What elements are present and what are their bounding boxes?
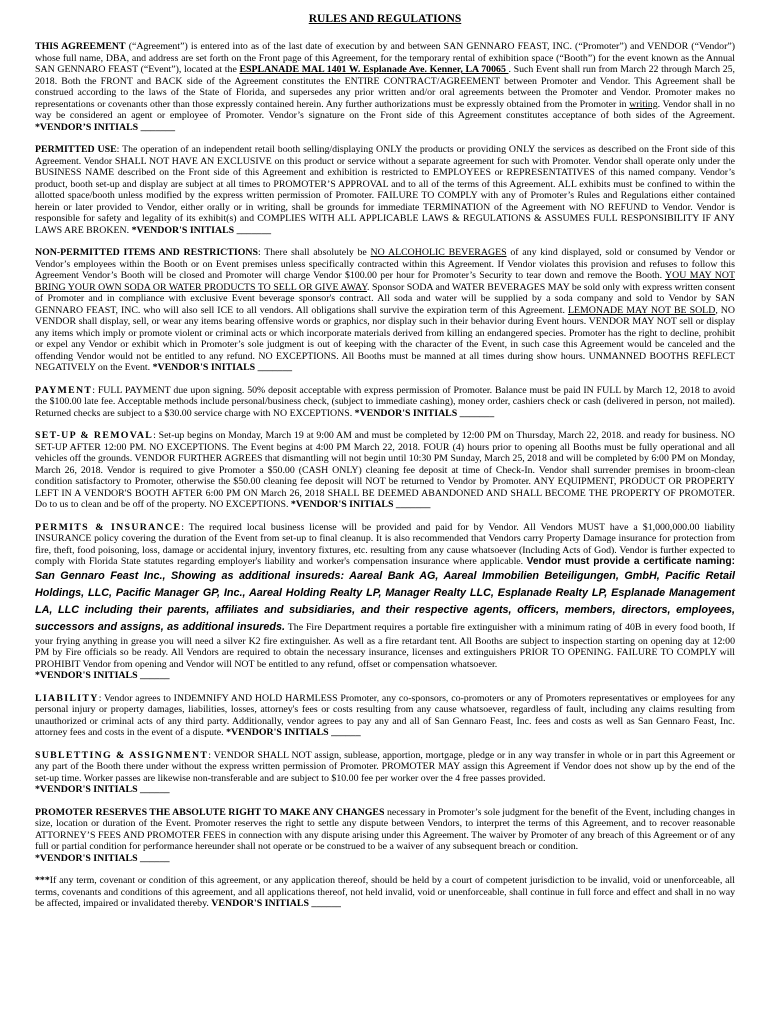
section-text: The Fire Department requires a portable fire extinguisher with a minimum rating of 40B in every food booth, If your frying anything in grease you will need a silver K2 fire extinguisher. As well as a fire retardant tent. All Booths are subject to inspection starting on opening day at 12:00 PM by Fire officials so be ready. All Vendors are required to obtain the necessary insurance, licenses and extinguishers PRIOR TO OPENING. FAILURE TO COMPLY will PROHIBIT Vendor from opening and Vendor will NOT be entitled to any refund, offset or compensation whatsoever.	[35, 621, 735, 670]
section-heading: THIS AGREEMENT	[35, 41, 126, 52]
section-setup-removal	[35, 430, 735, 511]
section-heading: SUBLETTING & ASSIGNMENT	[35, 749, 209, 761]
vendor-initials[interactable]: *VENDOR'S INITIALS ______	[35, 784, 170, 795]
vendor-initials[interactable]: *VENDOR'S INITIALS ______	[35, 852, 170, 864]
section-permitted-use	[35, 144, 735, 236]
section-text: If any term, covenant or condition of this agreement, or any application thereof, should be held by a court of competent jurisdiction to be invalid, void or unenforceable, all terms, covenants and conditions of this agreement, and all applications thereof, not held invalid, void or unenforceable, shall continue in full force and effect and shall in no way be affected, impaired or invalidated thereby.	[35, 875, 735, 909]
vendor-initials[interactable]: *VENDOR'S INITIALS _______	[131, 224, 272, 236]
section-heading: PERMITTED USE	[35, 144, 117, 155]
vendor-initials[interactable]: *VENDOR'S INITIALS _______	[354, 407, 495, 419]
document-title: RULES AND REGULATIONS	[308, 13, 462, 25]
section-text: of any kind displayed, sold or consumed by Vendor or Vendor’s employees within the Booth or on Event premises unless specifically contracted within this Agreement. If Vendor violates this provision and refuses to follow this Agreement Vendor’s Booth will be closed and Promoter will charge Vendor $100.00 per hour for Promoter’s Security to tear down and remove the Booth.	[35, 247, 735, 281]
section-text: . Sponsor SODA and WATER BEVERAGES MAY be sold only with express written consent of Promoter and in compliance with exclusive Event beverage sponsor's contract. All soda and water will be supplied by a soda company and sold to Vendor by SAN GENNARO FEAST, INC. who will also sell ICE to all vendors. All obligations shall survive the expiration term of this Agreement.	[35, 281, 735, 316]
no-lemonade-clause: LEMONADE MAY NOT BE SOLD	[567, 304, 716, 316]
section-permits-insurance	[35, 522, 735, 682]
section-heading: PERMITS & INSURANCE	[35, 521, 182, 533]
section-promoter-changes	[35, 807, 735, 865]
section-non-permitted	[35, 247, 735, 374]
writing-word: writing	[629, 98, 658, 110]
section-text: : Set-up begins on Monday, March 19 at 9:00 AM and must be completed by 12:00 PM on Thursday, March 22, 2018. and ready for business. NO SET-UP AFTER 12:00 PM. NO EXCEPTIONS. The Event begins at 4:00 PM March 22, 2018. FOUR (4) hours prior to opening all Booths must be fully operational and all vehicles off the grounds. VENDOR FURTHER AGREES that dismantling will not begin until 10:30 PM Sunday, March 25, 2018 and will be completed by 6:00 PM on Monday, March 26, 2018. Vendor is required to give Promoter a $50.00 (CASH ONLY) cleaning fee deposit at time of Check-In. Vendor shall surrender premises in broom-clean condition satisfactory to Promoter, otherwise the $50.00 cleaning fee deposit will NOT be returned to Vendor by Promoter. ANY EQUIPMENT, PRODUCT OR PROPERTY LEFT IN A VENDOR'S BOOTH AFTER 6:00 PM ON March 26, 2018 SHALL BE DEEMED ABANDONED AND SHALL BECOME THE PROPERTY OF PROMOTER. Do to us to clean and be off of the property. NO EXCEPTIONS.	[35, 430, 735, 510]
section-text: . Such Event shall run from March 22 through March 25, 2018. Both the FRONT and BACK side of the Agreement constitutes the ENTIRE CONTRACT/AGREEMENT between Promoter and Vendor. This Agreement shall be construed according to the laws of the State of Florida, and supersedes any prior written and/or oral agreements between the Promoter and Vendor. Promoter makes no representations or covenants other than those expressly contained herein. Any further authorizations must be expressly obtained from the Promoter in	[35, 64, 735, 110]
section-text: : The required local business license will be provided and paid for by Vendor. All Vendors MUST have a $1,000,000.00 liability INSURANCE policy covering the duration of the Event from set-up to final cleanup. It is also recommended that Vendors carry Property Damage insurance for protection from fire, theft, food poisoning, loss, damage or accidental injury, inventory fixtures, etc. resulting from any cause whatsoever (Including Acts of God). Vendor is further expected to comply with Florida State statutes regarding employer's liability and worker's compensation insurance where applicable.	[35, 521, 735, 567]
section-text: necessary in Promoter’s sole judgment for the benefit of the Event, including changes in size, location or duration of the Event. Promoter reserves the right to settle any dispute between Vendors, to interpret the terms of this Agreement, and to recover reasonable ATTORNEY’S FEES AND PROMOTER FEES in connection with any dispute arising under this Agreement. The waiver by Promoter of any breach of this Agreement or of any full or partial condition for performance hereunder shall not operate or be construed to be a waiver of any subsequent breach or condition.	[35, 806, 735, 852]
severability-marker: ***	[35, 875, 50, 886]
vendor-initials[interactable]: VENDOR'S INITIALS ______	[211, 898, 341, 909]
section-text: : The operation of an independent retail booth selling/displaying ONLY the products or providing ONLY the services as described on the Front side of this Agreement. Vendor SHALL NOT HAVE AN EXCLUSIVE on this product or service without a separate agreement for such with Promoter. Vendor shall operate only under the BUSINESS NAME described on the Front side of this Agreement and exhibition is restricted to EMPLOYEES or REPRESENTATIVES of this named company. Vendor’s product, booth set-up and display are subject at all times to PROMOTER’S APPROVAL and to all of the terms of this Agreement. ALL exhibits must be confined to within the allotted space/booth unless modified by the express written permission of Promoter. FAILURE TO COMPLY with any of Promoter’s Rules and Regulations either contained herein or later provided to Vendor, either orally or in writing, shall be grounds for immediate TERMINATION of the Agreement with NO REFUND to Vendor. Vendor is responsible for safety and legality of its exhibit(s) and COMPLIES WITH ALL APPLICABLE LAWS & REGULATIONS & ASSUMES FULL RESPONSIBILITY IF ANY LAWS ARE BROKEN.	[35, 144, 735, 236]
section-liability	[35, 693, 735, 739]
section-text: (“Agreement”) is entered into as of the last date of execution by and between SAN GENNARO FEAST, INC. (“Promoter”) and VENDOR (“Vendor”) whose full name, DBA, and address are set forth on the Front page of this Agreement, for the temporary rental of exhibition space (“Booth”) for the event known as the Annual SAN GENNARO FEAST (“Event”), located at the	[35, 41, 736, 75]
vendor-initials[interactable]: *VENDOR'S INITIALS _______	[290, 499, 431, 510]
section-text: : Vendor agrees to INDEMNIFY AND HOLD HARMLESS Promoter, any co-sponsors, co-promoters or any of Promoters representatives or employees for any personal injury or property damages, liabilities, losses, attorney's fees or costs resulting from any cause whatsoever, regardless of fault, including any claims resulting from unauthorized or criminal acts of any third party. Additionally, vendor agrees to pay any and all of San Gennaro Feast, Inc. fees and costs as well as San Gennaro Feast, Inc. attorney fees and costs in the event of a dispute.	[35, 692, 735, 738]
section-text: . Vendor shall in no way be considered an agent or employee of Promoter. Vendor’s signature on the Front side of this Agreement constitutes acceptance of both sides of the Agreement.	[35, 98, 735, 121]
section-heading: SET-UP & REMOVAL	[35, 430, 154, 441]
vendor-initials[interactable]: *VENDOR'S INITIALS _______	[152, 362, 293, 373]
event-location: ESPLANADE MAL 1401 W. Esplanade Ave. Kenner, LA 70065	[239, 64, 509, 75]
section-text: : VENDOR SHALL NOT assign, sublease, apportion, mortgage, pledge or in any way transfer in whole or in part this Agreement or any part of the Booth there under without the express written permission of Promoter. PROMOTER MAY assign this Agreement if Vendor does not show up by the end of the set-up time. Worker passes are likewise non-transferable and are subject to $10.00 fee per worker over the 4 free passes provided.	[35, 749, 735, 784]
section-heading: PAYMENT	[35, 384, 93, 396]
no-soda-clause: YOU MAY NOT BRING YOUR OWN SODA OR WATER PRODUCTS TO SELL OR GIVE AWAY	[35, 270, 735, 293]
certificate-lead: Vendor must provide a certificate naming:	[526, 556, 735, 567]
no-alcohol-clause: NO ALCOHOLIC BEVERAGES	[370, 247, 507, 258]
section-heading: NON-PERMITTED ITEMS AND RESTRICTIONS	[35, 247, 258, 258]
section-severability	[35, 875, 735, 910]
vendor-initials[interactable]: *VENDOR'S INITIALS ______	[35, 670, 170, 681]
section-subletting	[35, 750, 735, 796]
additional-insureds: San Gennaro Feast Inc., Showing as additional insureds: Aareal Bank AG, Aareal Immobilien Beteiligungen, GmbH, Pacific Retail Holdings, LLC, Pacific Manager GP, Inc., Aareal Holding Realty LP, Manager Realty LLC, Esplanade Realty LP, Esplanade Management LA, LLC including their parents, affiliates and subsidiaries, and their respective agents, officers, members, directors, employees, successors and assigns, as additional insureds.	[35, 569, 735, 633]
vendor-initials[interactable]: *VENDOR’S INITIALS _______	[35, 121, 176, 133]
section-payment	[35, 385, 735, 420]
section-text: , NO VENDOR shall display, sell, or wear any items bearing offensive words or graphics, nor display such in their behavior during Event hours. VENDOR MAY NOT sell or display any items which imply or promote violent or criminal acts or which incorporate materials derived from killing an endangered species. Promoter has the right to decline, prohibit or expel any Vendor or exhibit which in Promoter’s sole judgment is out of keeping with the character of the Event, in such case this Agreement would be canceled and the offending Vendor would not be entitled to any refund. NO EXCEPTIONS. All Booths must be manned at all times during show hours. UNMANNED BOOTHS REFLECT NEGATIVELY on the Event.	[35, 304, 736, 373]
section-text: : There shall absolutely be	[257, 247, 371, 258]
section-text: : FULL PAYMENT due upon signing. 50% deposit acceptable with express permission of Promoter. Balance must be paid IN FULL by March 12, 2018 to avoid the $100.00 late fee. Acceptable methods include personal/business check, (subject to immediate cashing), money order, cashiers check or cash (delivered in person, not mailed). Returned checks are subject to a $30.00 service charge with NO EXCEPTIONS.	[35, 384, 735, 419]
section-heading: LIABILITY	[35, 692, 99, 704]
section-agreement	[35, 41, 735, 133]
vendor-initials[interactable]: *VENDOR'S INITIALS ______	[226, 727, 361, 738]
section-heading: PROMOTER RESERVES THE ABSOLUTE RIGHT TO MAKE ANY CHANGES	[35, 806, 385, 818]
